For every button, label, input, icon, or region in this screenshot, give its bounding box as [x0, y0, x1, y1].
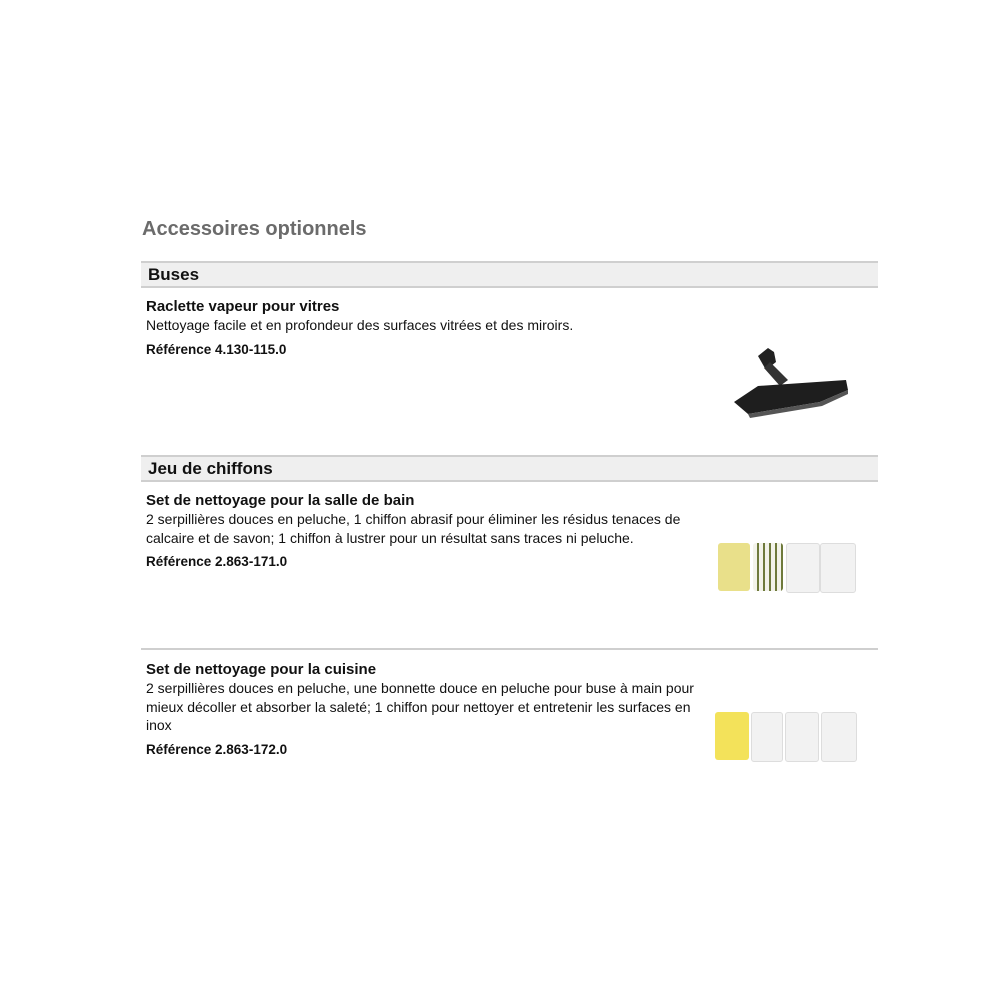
section-heading: Jeu de chiffons: [148, 459, 273, 478]
product-description: 2 serpillières douces en peluche, 1 chiffon abrasif pour éliminer les résidus tenaces de calcaire et de savon; 1 chiffon à lustrer pour un résultat sans traces ni peluche.: [146, 511, 681, 546]
product-name: Raclette vapeur pour vitres: [146, 298, 340, 315]
kitchen-cloths-image: [713, 712, 859, 762]
section-header-chiffons: [141, 455, 878, 482]
divider: [141, 648, 878, 650]
product-description: 2 serpillières douces en peluche, une bonnette douce en peluche pour buse à main pour mieux décoller et absorber la saleté; 1 chiffon pour nettoyer et entretenir les surfaces en inox: [146, 680, 694, 733]
product-reference: Référence 2.863-171.0: [146, 554, 288, 569]
section-heading: Buses: [148, 265, 200, 284]
product-reference: Référence 2.863-172.0: [146, 741, 288, 757]
product-item: [146, 297, 706, 357]
product-reference: Référence 4.130-115.0: [146, 341, 287, 357]
product-name: Set de nettoyage pour la salle de bain: [146, 492, 415, 509]
product-description: Nettoyage facile et en profondeur des surfaces vitrées et des miroirs.: [146, 317, 574, 333]
page-title: Accessoires optionnels: [142, 218, 367, 240]
product-item: [146, 660, 706, 757]
section-header-buses: [141, 261, 878, 288]
squeegee-image: [728, 340, 858, 420]
product-item: [146, 491, 706, 569]
product-name: Set de nettoyage pour la cuisine: [146, 661, 377, 678]
bathroom-cloths-image: [716, 543, 856, 593]
